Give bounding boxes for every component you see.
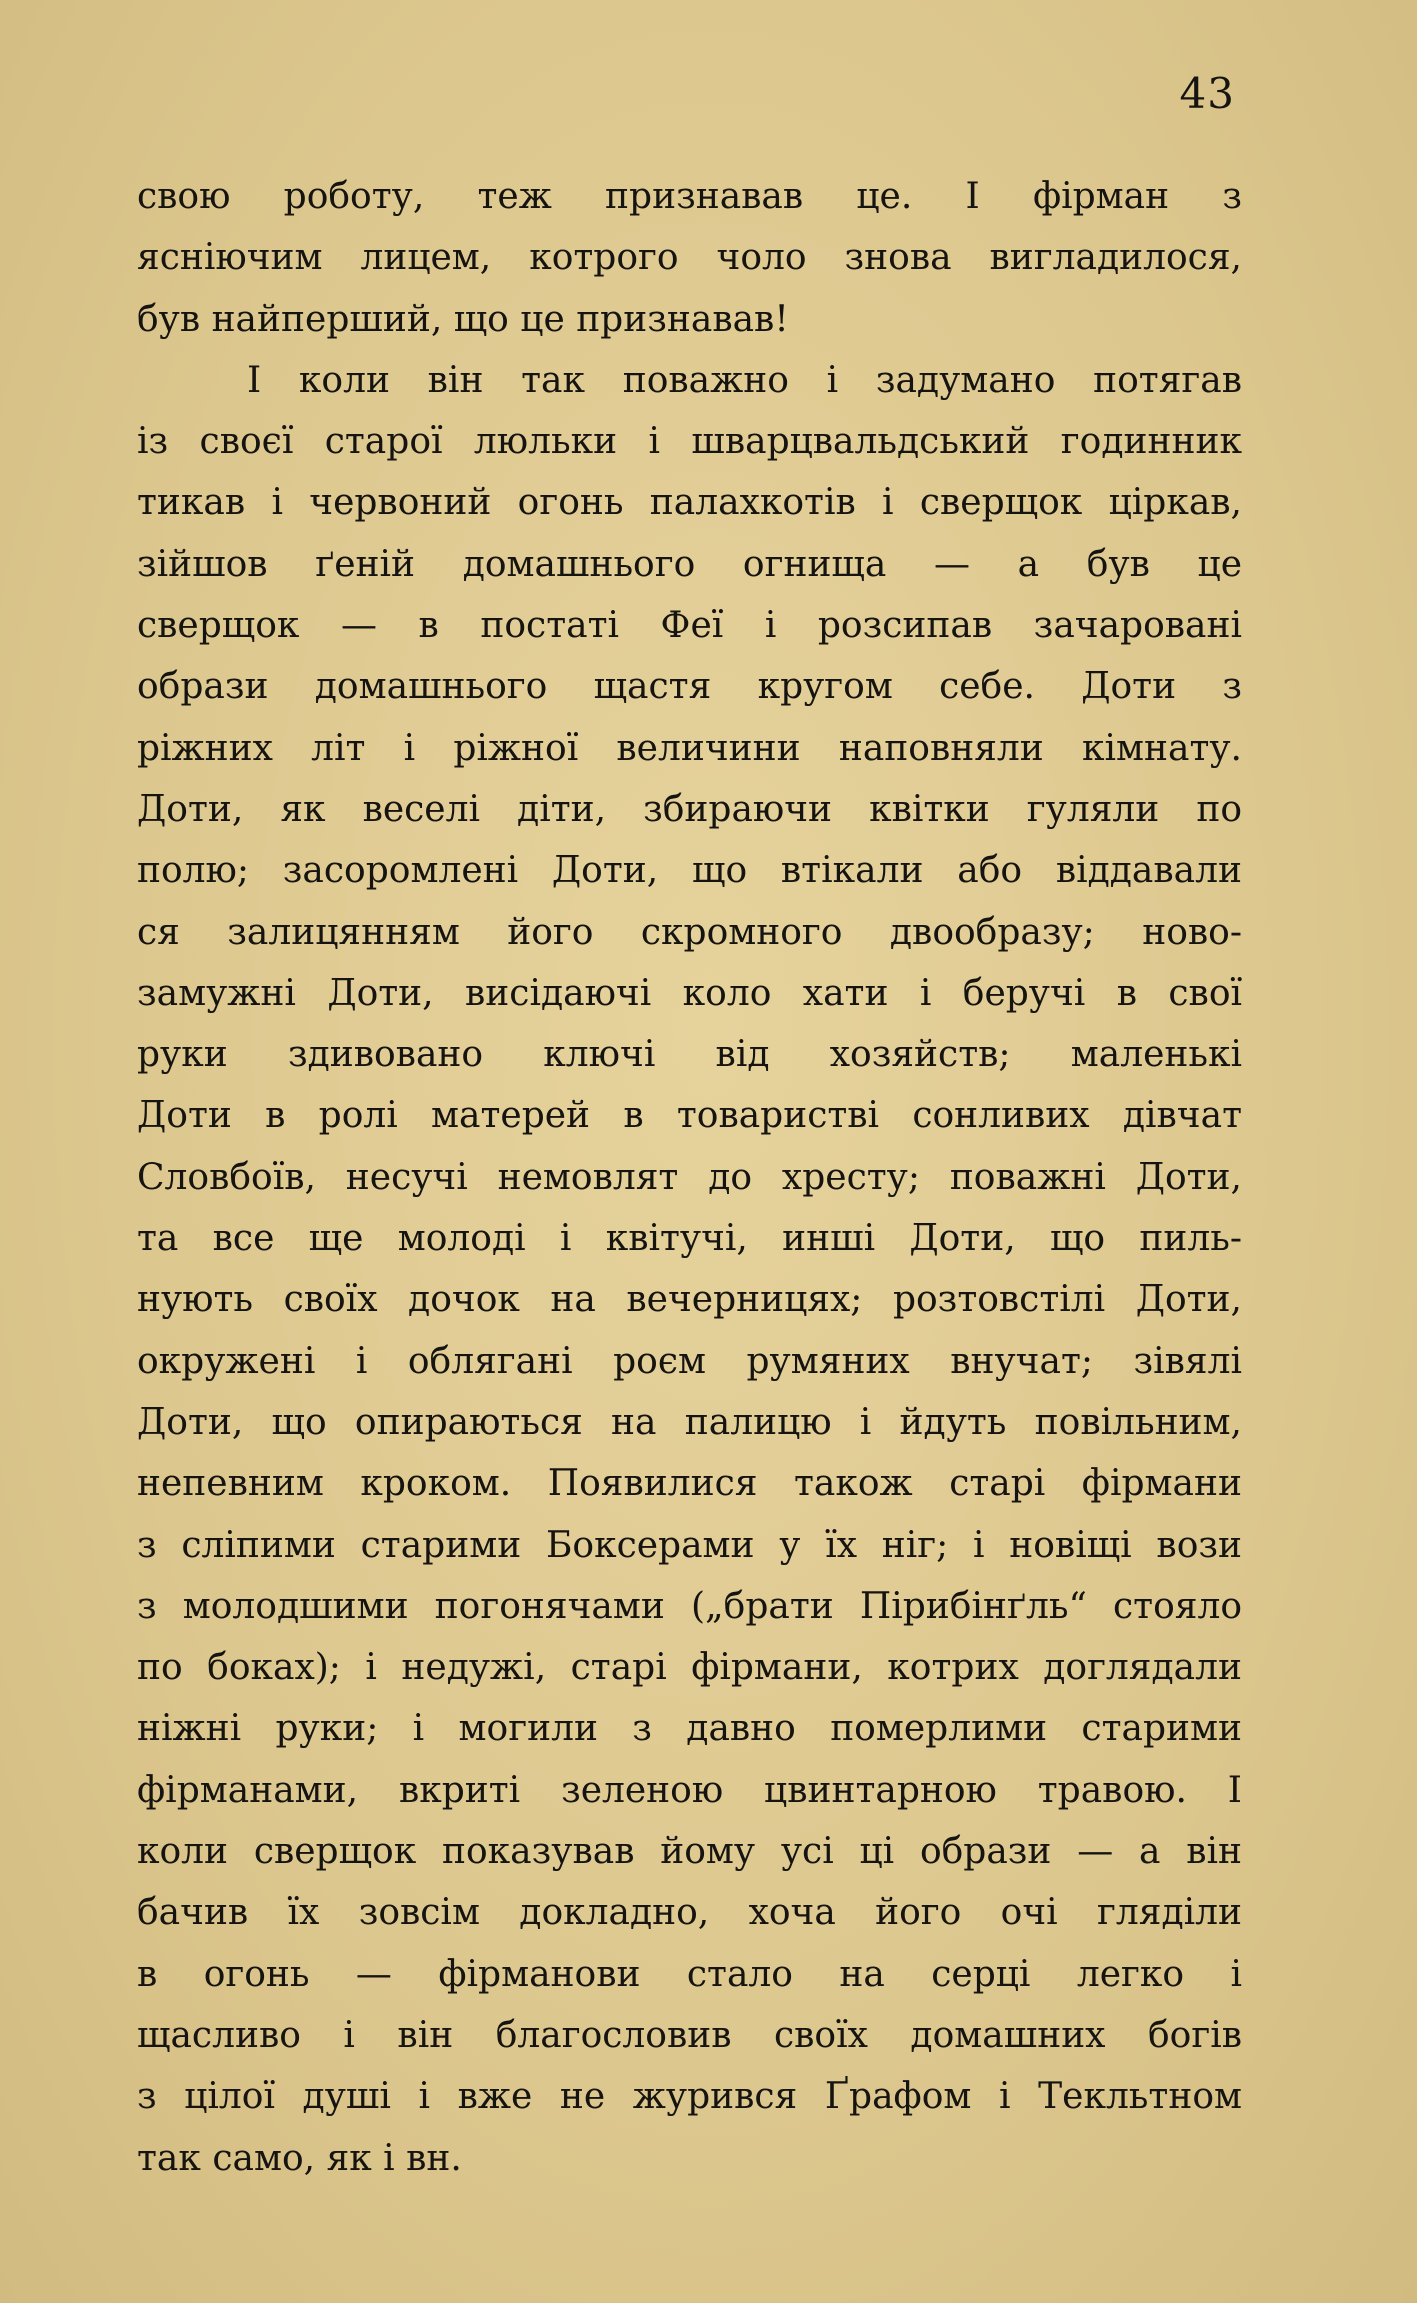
text-line: ніжні руки; і могили з давно померлими старими <box>137 1708 1242 1750</box>
text-line: образи домашнього щастя кругом себе. Доти з <box>137 666 1242 708</box>
text-line: Доти в ролі матерей в товаристві сонливих дівчат <box>137 1095 1242 1137</box>
body-text <box>137 166 1242 2189</box>
text-line: з сліпими старими Боксерами у їх ніг; і новiщі вози <box>137 1524 1242 1566</box>
text-line: ся залицянням його скромного двообразу; ново- <box>137 911 1242 953</box>
text-line: Словбоїв, несучі немовлят до хресту; поважні Доти, <box>137 1156 1242 1198</box>
text-line: із своєї старої люльки і шварцвальдський годинник <box>137 421 1242 463</box>
text-line: коли сверщок показував йому усі ці образи — а він <box>137 1831 1242 1873</box>
page-number: 43 <box>1179 69 1235 118</box>
text-line: тикав і червоний огонь палахкотів і сверщок цiркав, <box>137 482 1242 524</box>
text-line: нують своїх дочок на вечерницях; розтовстілі Доти, <box>137 1279 1242 1321</box>
text-line: Доти, як веселі діти, збираючи квітки гуляли по <box>137 788 1242 830</box>
text-line: свою роботу, теж признавав це. І фірман з <box>137 176 1242 217</box>
text-line: по боках); і недужі, старі фірмани, котрих доглядали <box>137 1647 1242 1689</box>
text-line: полю; засоромлені Доти, що втікали або віддавали <box>137 850 1242 892</box>
text-line: Доти, що опираються на палицю і йдуть повільним, <box>137 1401 1242 1443</box>
text-line: фірманами, вкриті зеленою цвинтарною травою. І <box>137 1769 1242 1811</box>
text-line: сверщок — в постаті Феї і розсипав зачаровані <box>137 605 1242 647</box>
text-line: І коли він так поважно і задумано потягав <box>247 359 1242 401</box>
text-line: так само, як і вн. <box>137 2137 462 2179</box>
text-line: бачив їх зовсім докладно, хоча його очі гляділи <box>137 1892 1242 1934</box>
text-line: в огонь — фірманови стало на серці легко і <box>137 1953 1242 1995</box>
text-line: з цілої душі і вже не журився Ґрафом і Текльтном <box>137 2076 1242 2118</box>
text-line: ріжних літ і ріжної величини наповняли кімнату. <box>137 727 1242 769</box>
text-line: зійшов ґеній домашнього огнища — а був це <box>137 543 1242 585</box>
text-line: замужні Доти, висідаючі коло хати і беручі в свої <box>137 972 1242 1014</box>
text-line: яснiючим лицем, котрого чоло знова вигладилося, <box>137 237 1242 279</box>
text-line: був найперший, що це признавав! <box>137 298 789 340</box>
text-line: окружені і облягані роєм румяних внучат; зівялі <box>137 1340 1242 1382</box>
text-line: та все ще молоді і квітучі, инші Доти, що пиль- <box>137 1218 1242 1260</box>
text-line: з молодшими погонячами („брати Пірибінґль“ стояло <box>137 1585 1242 1627</box>
text-line: руки здивовано ключі від хозяйств; маленькі <box>137 1034 1242 1076</box>
text-line: щасливо і він благословив своїх домашних богів <box>137 2014 1242 2056</box>
text-line: непевним кроком. Появилися також старі фірмани <box>137 1463 1242 1505</box>
